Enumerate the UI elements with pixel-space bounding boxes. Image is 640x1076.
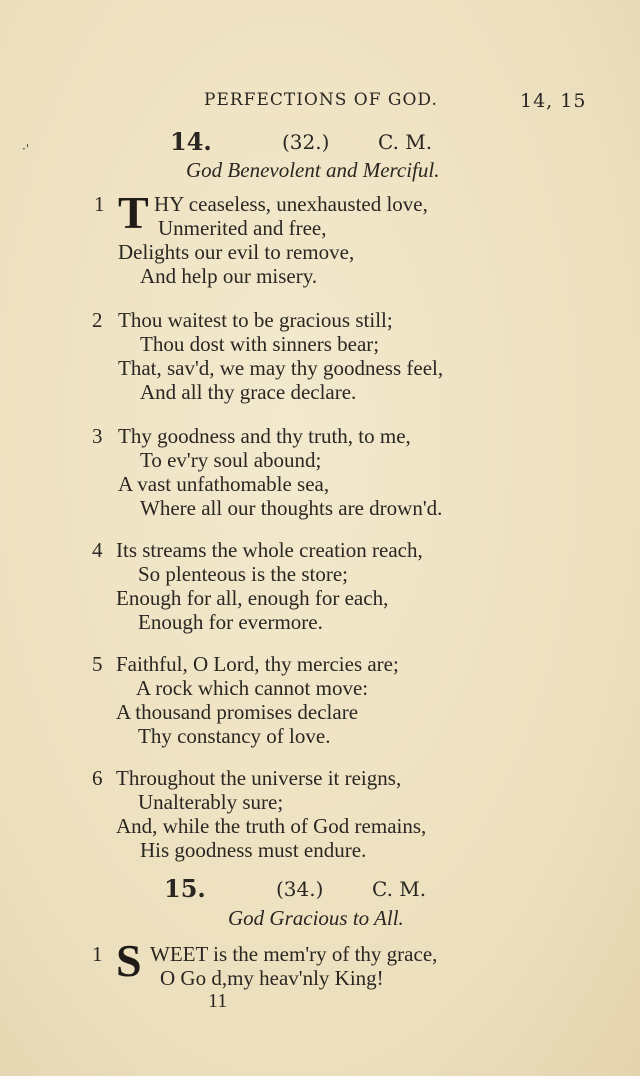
verse-line: HY ceaseless, unexhausted love, <box>154 192 428 216</box>
verse-line: And help our misery. <box>140 264 318 288</box>
verse-line: And all thy grace declare. <box>140 380 357 404</box>
hymn-title: God Gracious to All. <box>228 906 404 930</box>
drop-cap: T <box>118 187 149 238</box>
hymn-number: 14. <box>170 127 212 156</box>
verse-line: Where all our thoughts are drown'd. <box>140 496 443 520</box>
verse-line: Thy constancy of love. <box>138 724 331 748</box>
verse-line: And, while the truth of God remains, <box>116 814 427 838</box>
hymn-reference: (32.) <box>282 130 330 154</box>
verse-line: Unalterably sure; <box>138 790 284 814</box>
verse-line: Thou dost with sinners bear; <box>140 332 380 356</box>
hymn-meter: C. M. <box>378 130 433 154</box>
running-title: PERFECTIONS OF GOD. <box>204 90 438 110</box>
verse-line: Faithful, O Lord, thy mercies are; <box>116 652 399 676</box>
verse-line: To ev'ry soul abound; <box>140 448 322 472</box>
hymn-number: 15. <box>164 874 206 903</box>
verse-line: Delights our evil to remove, <box>118 240 355 264</box>
verse-line: Thy goodness and thy truth, to me, <box>118 424 411 448</box>
hymn-meter: C. M. <box>372 877 427 901</box>
verse-number: 4 <box>92 538 103 562</box>
verse-number: 5 <box>92 652 103 676</box>
page-range: 14, 15 <box>520 90 587 112</box>
verse-line: Enough for evermore. <box>138 610 323 634</box>
verse-line: Thou waitest to be gracious still; <box>118 308 393 332</box>
verse-line: That, sav'd, we may thy goodness feel, <box>118 356 444 380</box>
verse-line: A vast unfathomable sea, <box>118 472 330 496</box>
signature-mark: 11 <box>208 990 228 1012</box>
verse-line: Unmerited and free, <box>158 216 327 240</box>
verse-number: 6 <box>92 766 103 790</box>
verse-number: 1 <box>92 942 103 966</box>
verse-line: His goodness must endure. <box>140 838 367 862</box>
hymn-reference: (34.) <box>276 877 324 901</box>
drop-cap: S <box>116 935 142 986</box>
verse-line: Its streams the whole creation reach, <box>116 538 423 562</box>
verse-line: WEET is the mem'ry of thy grace, <box>150 942 438 966</box>
verse-number: 2 <box>92 308 103 332</box>
ink-speck: ·' <box>22 142 30 156</box>
verse-line: Enough for all, enough for each, <box>116 586 389 610</box>
verse-line: So plenteous is the store; <box>138 562 348 586</box>
verse-number: 1 <box>94 192 105 216</box>
verse-line: A thousand promises declare <box>116 700 359 724</box>
hymn-title: God Benevolent and Merciful. <box>186 158 440 182</box>
verse-line: A rock which cannot move: <box>136 676 369 700</box>
verse-number: 3 <box>92 424 103 448</box>
verse-line: Throughout the universe it reigns, <box>116 766 402 790</box>
verse-line: O Go d,my heav'nly King! <box>160 966 384 990</box>
